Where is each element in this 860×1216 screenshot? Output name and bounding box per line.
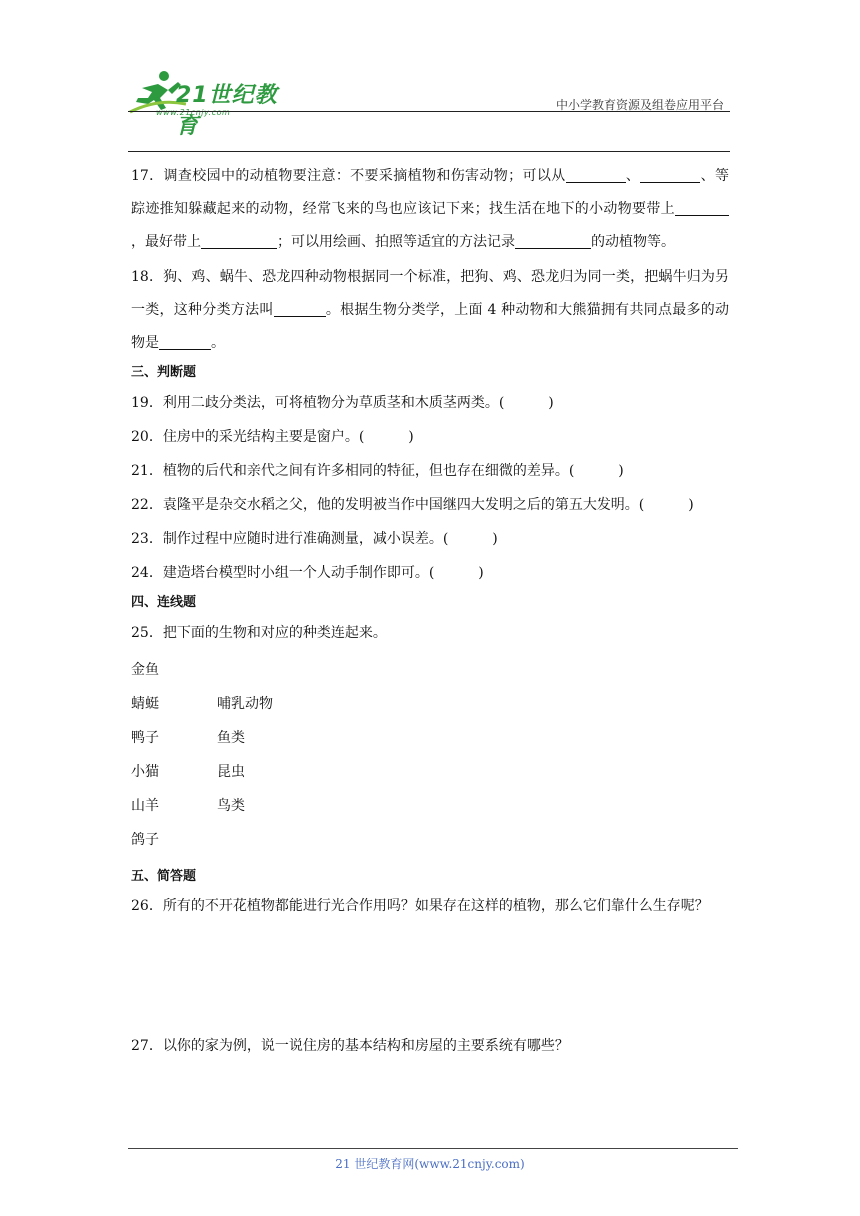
question-20: 20．住房中的采光结构主要是窗户。( ) xyxy=(131,429,414,445)
match-right-item[interactable]: 昆虫 xyxy=(217,764,245,780)
logo-url: www.21cnjy.com xyxy=(156,108,231,117)
section-short-answer-title: 五、简答题 xyxy=(131,869,197,884)
question-27: 27．以你的家为例，说一说住房的基本结构和房屋的主要系统有哪些？ xyxy=(131,1038,569,1054)
match-left-item[interactable]: 金鱼 xyxy=(131,662,159,678)
question-21: 21．植物的后代和亲代之间有许多相同的特征，但也存在细微的差异。( ) xyxy=(131,463,624,479)
match-right-item[interactable]: 鸟类 xyxy=(217,798,245,814)
answer-blank[interactable] xyxy=(201,232,277,249)
match-left-item[interactable]: 蜻蜓 xyxy=(131,696,159,712)
section-match-title: 四、连线题 xyxy=(131,595,197,610)
answer-blank[interactable] xyxy=(566,166,626,183)
match-right-item[interactable]: 鱼类 xyxy=(217,730,245,746)
page-footer: 21 世纪教育网(www.21cnjy.com) xyxy=(335,1157,525,1171)
question-19: 19．利用二歧分类法，可将植物分为草质茎和木质茎两类。( ) xyxy=(131,395,554,411)
platform-name: 中小学教育资源及组卷应用平台 xyxy=(555,98,724,112)
header-rule xyxy=(128,151,730,152)
match-right-item[interactable]: 哺乳动物 xyxy=(217,696,273,712)
question-22: 22．袁隆平是杂交水稻之父，他的发明被当作中国继四大发明之后的第五大发明。( ) xyxy=(131,497,694,513)
logo-text: 21世纪教育 xyxy=(176,83,278,139)
header-divider xyxy=(128,111,730,112)
page-header xyxy=(128,62,730,152)
answer-blank[interactable] xyxy=(159,333,211,350)
answer-blank[interactable] xyxy=(274,300,326,317)
question-25-prompt: 25．把下面的生物和对应的种类连起来。 xyxy=(131,625,387,641)
question-23: 23．制作过程中应随时进行准确测量，减小误差。( ) xyxy=(131,531,498,547)
footer-divider xyxy=(128,1148,738,1149)
question-18: 18．狗、鸡、蜗牛、恐龙四种动物根据同一个标准，把狗、鸡、恐龙归为同一类，把蜗牛归为另一类，这种分类方法叫 。根据生物分类学，上面 4 种动物和大熊猫拥有共同点最多的动物是 。 xyxy=(131,269,730,351)
matching-area xyxy=(131,652,729,848)
question-24: 24．建造塔台模型时小组一个人动手制作即可。( ) xyxy=(131,565,484,581)
match-left-item[interactable]: 小猫 xyxy=(131,764,159,780)
match-left-item[interactable]: 鸽子 xyxy=(131,832,159,848)
match-left-item[interactable]: 山羊 xyxy=(131,798,159,814)
section-judge-title: 三、判断题 xyxy=(131,365,197,380)
document-body xyxy=(131,160,729,1063)
answer-blank[interactable] xyxy=(675,199,729,216)
answer-blank[interactable] xyxy=(515,232,591,249)
question-26: 26．所有的不开花植物都能进行光合作用吗？如果存在这样的植物，那么它们靠什么生存呢？ xyxy=(131,898,709,914)
logo xyxy=(128,68,298,139)
answer-space[interactable] xyxy=(131,923,729,1029)
answer-blank[interactable] xyxy=(640,166,700,183)
match-left-item[interactable]: 鸭子 xyxy=(131,730,159,746)
question-17: 17．调查校园中的动植物要注意：不要采摘植物和伤害动物；可以从 、 、等踪迹推知躲藏起来的动物，经常飞来的鸟也应该记下来；找生活在地下的小动物要带上，最好带上 ；可以用绘画、拍照等适宜的方法记录 的动植物等。 xyxy=(131,168,729,250)
